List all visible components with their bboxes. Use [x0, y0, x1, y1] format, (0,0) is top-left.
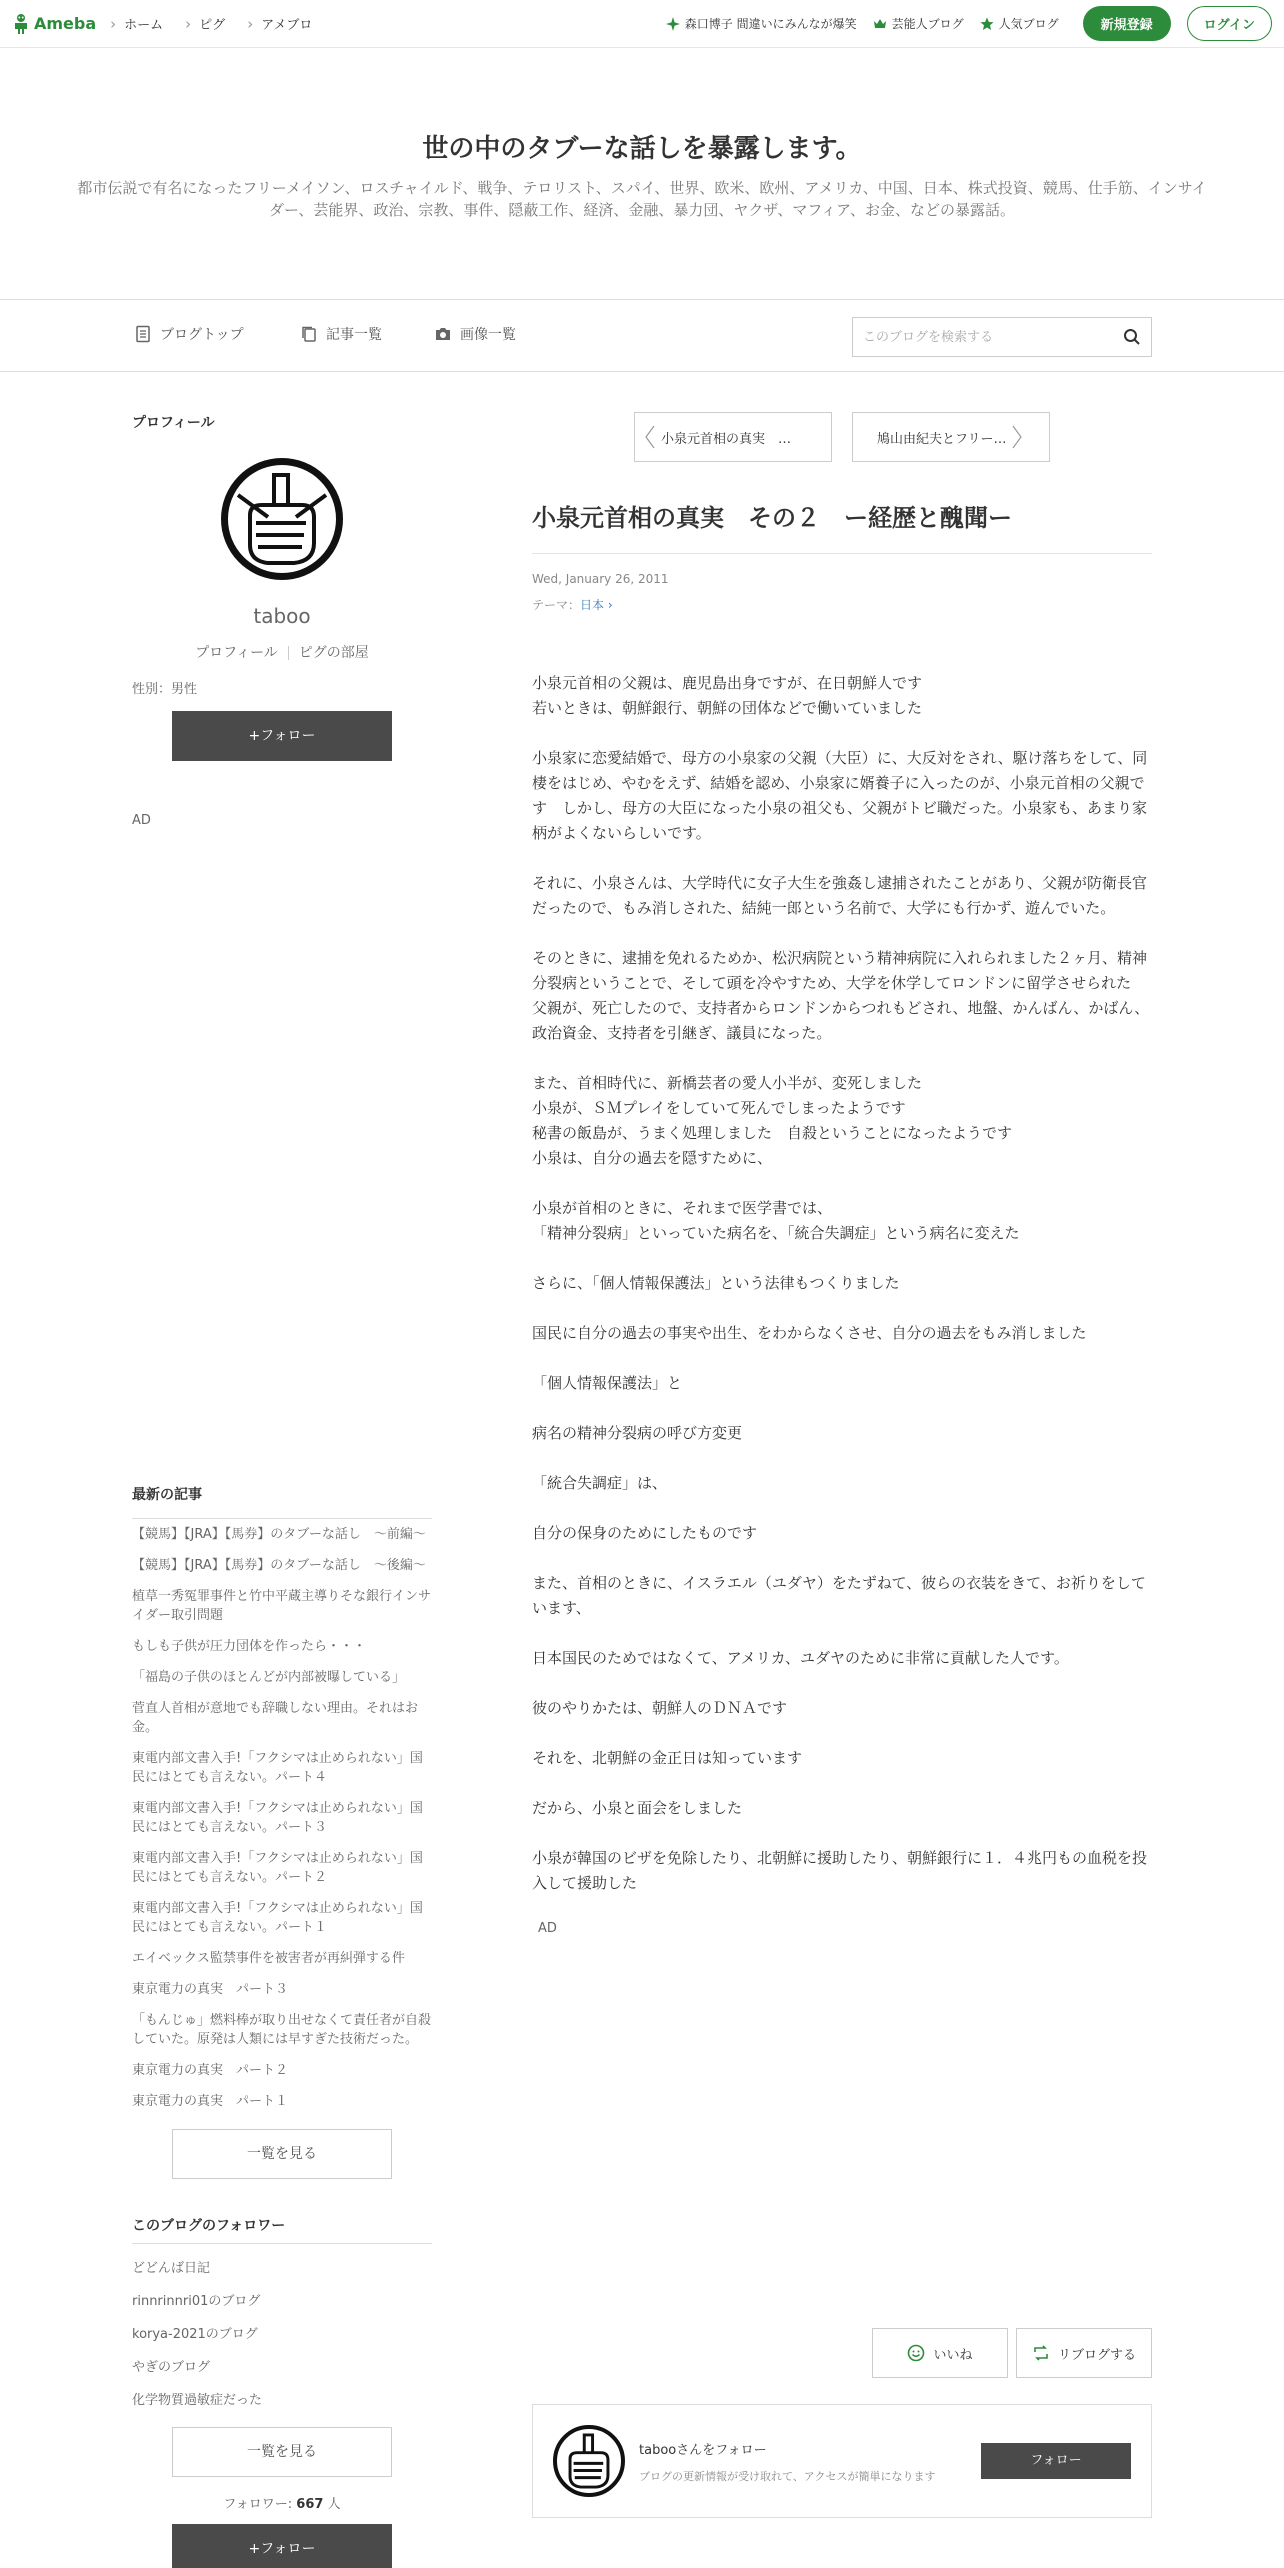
- recent-article-link[interactable]: 「もんじゅ」燃料棒が取り出せなくて責任者が自殺していた。原発は人類には早すぎた技術だった。: [132, 2013, 432, 2047]
- next-article-label: 鳩山由紀夫とフリー…: [877, 431, 1007, 447]
- main-content: [532, 372, 1152, 1936]
- follow-card-button[interactable]: フォロー: [981, 2443, 1131, 2479]
- profile-link[interactable]: プロフィール: [195, 645, 278, 661]
- article-paragraph: 小泉が韓国のビザを免除したり、北朝鮮に援助したり、朝鮮銀行に１．４兆円もの血税を投入して援助した: [532, 1849, 1148, 1892]
- sidebar-ad-label: AD: [132, 813, 151, 828]
- sparkle-icon: [666, 17, 680, 31]
- reblog-button[interactable]: [1016, 2328, 1152, 2378]
- nav-blog-top[interactable]: [134, 324, 244, 344]
- chevron-left-icon: [645, 425, 655, 449]
- star-icon: [980, 17, 994, 31]
- reblog-icon: [1032, 2344, 1050, 2362]
- article-paragraph: それを、北朝鮮の金正日は知っています: [532, 1749, 803, 1767]
- nav-article-list[interactable]: [300, 324, 382, 344]
- follow-button-bottom[interactable]: +フォロー: [172, 2524, 392, 2568]
- article-paragraph: さらに、「個人情報保護法」という法律もつくりました: [532, 1274, 900, 1292]
- recent-article-link[interactable]: 「福島の子供のほとんどが内部被曝している」: [132, 1670, 406, 1685]
- blog-search: [852, 317, 1152, 357]
- recent-article-link[interactable]: 菅直人首相が意地でも辞職しない理由。それはお金。: [132, 1701, 419, 1735]
- recent-article-link[interactable]: 東電内部文書入手!「フクシマは止められない」国民にはとても言えない。パート２: [132, 1851, 423, 1885]
- popular-blog-link[interactable]: [980, 15, 1059, 32]
- search-icon[interactable]: [1123, 328, 1141, 346]
- celebrity-blog-label: 芸能人ブログ: [891, 17, 964, 31]
- recent-article-link[interactable]: 東京電力の真実 パート２: [132, 2063, 289, 2078]
- article-paragraph: 「統合失調症」は、: [532, 1474, 668, 1492]
- blog-search-input[interactable]: [863, 330, 1123, 345]
- follower-count-value: 667: [296, 2497, 324, 2512]
- logo-text: Ameba: [34, 14, 97, 33]
- article-paragraph: また、首相のときに、イスラエル（ユダヤ）をたずねて、彼らの衣装をきて、お祈りをしています、: [532, 1574, 1146, 1617]
- article-body: [532, 671, 1152, 1896]
- follow-card-title: tabooさんをフォロー: [639, 2442, 767, 2458]
- recent-article-link[interactable]: もしも子供が圧力団体を作ったら・・・: [132, 1639, 367, 1654]
- trending-link-label: 森口博子 間違いにみんなが爆笑: [684, 17, 857, 31]
- article-pager: [532, 412, 1152, 462]
- nav-image-list-label: 画像一覧: [460, 327, 516, 343]
- blog-nav: [0, 300, 1284, 372]
- recent-article-link[interactable]: 東電内部文書入手!「フクシマは止められない」国民にはとても言えない。パート３: [132, 1801, 423, 1835]
- article-paragraph: 小泉元首相の父親は、鹿児島出身ですが、在日朝鮮人です 若いときは、朝鮮銀行、朝鮮の団体などで働いていました: [532, 674, 923, 717]
- follower-blog-link[interactable]: どどんば日記: [132, 2261, 211, 2276]
- camera-icon: [434, 325, 452, 343]
- top-nav-pigg[interactable]: › ピグ: [185, 14, 225, 33]
- followers-view-all-button[interactable]: 一覧を見る: [172, 2427, 392, 2477]
- follow-card-avatar[interactable]: [553, 2425, 625, 2497]
- recent-article-link[interactable]: 東京電力の真実 パート１: [132, 2094, 289, 2109]
- trending-link[interactable]: [666, 15, 857, 32]
- copy-icon: [300, 325, 318, 343]
- follower-blog-link[interactable]: rinnrinnri01のブログ: [132, 2294, 261, 2309]
- article-paragraph: 病名の精神分裂病の呼び方変更: [532, 1424, 743, 1442]
- nav-image-list[interactable]: [434, 324, 516, 344]
- blog-header: [0, 48, 1284, 300]
- follower-count-unit: 人: [327, 2497, 341, 2512]
- follow-card-subtitle: ブログの更新情報が受け取れて、アクセスが簡単になります: [639, 2469, 936, 2483]
- follower-blog-link[interactable]: 化学物質過敏症だった: [132, 2393, 263, 2408]
- follower-blog-link[interactable]: やぎのブログ: [132, 2360, 211, 2375]
- recent-article-link[interactable]: 【競馬】【JRA】【馬券】のタブーな話し 〜前編〜: [132, 1527, 426, 1542]
- prev-article-label: 小泉元首相の真実 …: [661, 431, 792, 447]
- article-title: 小泉元首相の真実 その２ ー経歴と醜聞ー: [532, 498, 1152, 554]
- followers-list: [132, 2250, 432, 2415]
- follow-button[interactable]: +フォロー: [172, 711, 392, 761]
- profile-gender: 性別：男性: [132, 682, 198, 697]
- reaction-buttons: [872, 2328, 1152, 2378]
- profile-avatar[interactable]: [221, 458, 343, 580]
- reblog-label: リブログする: [1057, 2347, 1136, 2363]
- popular-blog-label: 人気ブログ: [998, 17, 1059, 31]
- crown-icon: [873, 17, 887, 31]
- recent-articles-list: [132, 1518, 432, 2117]
- article-paragraph: そのときに、逮捕を免れるためか、松沢病院という精神病院に入れられました２ヶ月、精神分裂病ということで、そして頭を冷やすため、大学を休学してロンドンに留学させられた 父親が、死亡したので、支持者からロンドンからつれもどされ、地盤、かんばん、かばん、政治資金、支持者を引継ぎ、議員になった。: [532, 949, 1150, 1042]
- follower-blog-link[interactable]: korya-2021のブログ: [132, 2327, 258, 2342]
- global-header: [0, 0, 1284, 48]
- top-right-links: [666, 6, 1272, 41]
- article-paragraph: だから、小泉と面会をしました: [532, 1799, 743, 1817]
- shush-gesture-icon: [557, 2429, 621, 2493]
- follower-count: [132, 2493, 432, 2512]
- blog-description: 都市伝説で有名になったフリーメイソン、ロスチャイルド、戦争、テロリスト、スパイ、世界、欧米、欧州、アメリカ、中国、日本、株式投資、競馬、仕手筋、インサイダー、芸能界、政治、宗教、事件、隠蔽工作、経済、金融、暴力団、ヤクザ、マフィア、お金、などの暴露話。: [77, 179, 1207, 219]
- profile-name[interactable]: taboo: [253, 604, 311, 628]
- article-ad-label: AD: [538, 1921, 557, 1936]
- shush-gesture-icon: [228, 465, 336, 573]
- recent-articles-heading: 最新の記事: [132, 1487, 202, 1503]
- login-button[interactable]: ログイン: [1187, 6, 1272, 41]
- sidebar: [132, 372, 432, 2568]
- chevron-right-icon: [1012, 425, 1022, 449]
- article-paragraph: 自分の保身のためにしたものです: [532, 1524, 758, 1542]
- document-icon: [134, 325, 152, 343]
- profile-heading: プロフィール: [132, 415, 215, 431]
- recent-article-link[interactable]: 東電内部文書入手!「フクシマは止められない」国民にはとても言えない。パート１: [132, 1901, 423, 1935]
- top-nav-ameblo[interactable]: › アメブロ: [247, 14, 312, 33]
- recent-view-all-button[interactable]: 一覧を見る: [172, 2129, 392, 2179]
- follower-count-label: フォロワー:: [223, 2497, 293, 2512]
- nav-blog-top-label: ブログトップ: [160, 327, 244, 343]
- profile-links: [132, 642, 432, 662]
- recent-article-link[interactable]: 【競馬】【JRA】【馬券】のタブーな話し 〜後編〜: [132, 1558, 426, 1573]
- article-paragraph: 小泉が首相のときに、それまで医学書では、 「精神分裂病」といっていた病名を、「統合失調症」という病名に変えた: [532, 1199, 1020, 1242]
- ameba-logo[interactable]: [12, 13, 96, 35]
- theme-link[interactable]: 日本 ›: [580, 598, 613, 612]
- article-paragraph: また、首相時代に、新橋芸者の愛人小半が、変死しました 小泉が、ＳＭプレイをしていて死んでしまったようです 秘書の飯島が、うまく処理しました 自殺ということになったようです 小泉は、自分の過去を隠すために、: [532, 1074, 1013, 1167]
- celebrity-blog-link[interactable]: [873, 15, 964, 32]
- blog-title[interactable]: 世の中のタブーな話しを暴露します。: [422, 134, 862, 164]
- like-label: いいね: [933, 2347, 973, 2363]
- follow-card: [532, 2404, 1152, 2518]
- recent-article-link[interactable]: 東電内部文書入手!「フクシマは止められない」国民にはとても言えない。パート４: [132, 1751, 423, 1785]
- smile-icon: [907, 2344, 925, 2362]
- register-button[interactable]: 新規登録: [1083, 6, 1171, 41]
- article-paragraph: それに、小泉さんは、大学時代に女子大生を強姦し逮捕されたことがあり、父親が防衛長官だったので、もみ消しされた、結純一郎という名前で、大学にも行かず、遊んでいた。: [532, 874, 1148, 917]
- like-button[interactable]: [872, 2328, 1008, 2378]
- article-date: Wed, January 26, 2011: [532, 572, 669, 586]
- ameba-logo-icon: [12, 13, 30, 35]
- article-paragraph: 「個人情報保護法」と: [532, 1374, 683, 1392]
- theme-label: テーマ：: [532, 598, 581, 612]
- recent-article-link[interactable]: 東京電力の真実 パート３: [132, 1982, 289, 1997]
- recent-article-link[interactable]: エイベックス監禁事件を被害者が再糾弾する件: [132, 1951, 405, 1966]
- theme-link-label: 日本: [580, 598, 605, 612]
- prev-article-link[interactable]: [634, 412, 832, 462]
- nav-article-list-label: 記事一覧: [326, 327, 382, 343]
- top-nav-home[interactable]: › ホーム: [110, 14, 163, 33]
- followers-heading: このブログのフォロワー: [132, 2215, 432, 2244]
- pigg-room-link[interactable]: ピグの部屋: [298, 645, 369, 661]
- recent-article-link[interactable]: 植草一秀冤罪事件と竹中平蔵主導りそな銀行インサイダー取引問題: [132, 1589, 432, 1623]
- follow-card-text: [639, 2439, 935, 2484]
- article-paragraph: 日本国民のためではなくて、アメリカ、ユダヤのために非常に貢献した人です。: [532, 1649, 1069, 1667]
- article-paragraph: 国民に自分の過去の事実や出生、をわからなくさせ、自分の過去をもみ消しました: [532, 1324, 1087, 1342]
- top-nav: [110, 14, 312, 33]
- article-theme: [532, 596, 1152, 613]
- article-paragraph: 小泉家に恋愛結婚で、母方の小泉家の父親（大臣）に、大反対をされ、駆け落ちをして、同棲をはじめ、やむをえず、結婚を認め、小泉家に婿養子に入ったのが、小泉元首相の父親です しかし、母方の大臣になった小泉の祖父も、父親がトビ職だった。小泉家も、あまり家柄がよくないらしいです。: [532, 749, 1148, 842]
- next-article-link[interactable]: [852, 412, 1050, 462]
- article-paragraph: 彼のやりかたは、朝鮮人のＤＮＡです: [532, 1699, 788, 1717]
